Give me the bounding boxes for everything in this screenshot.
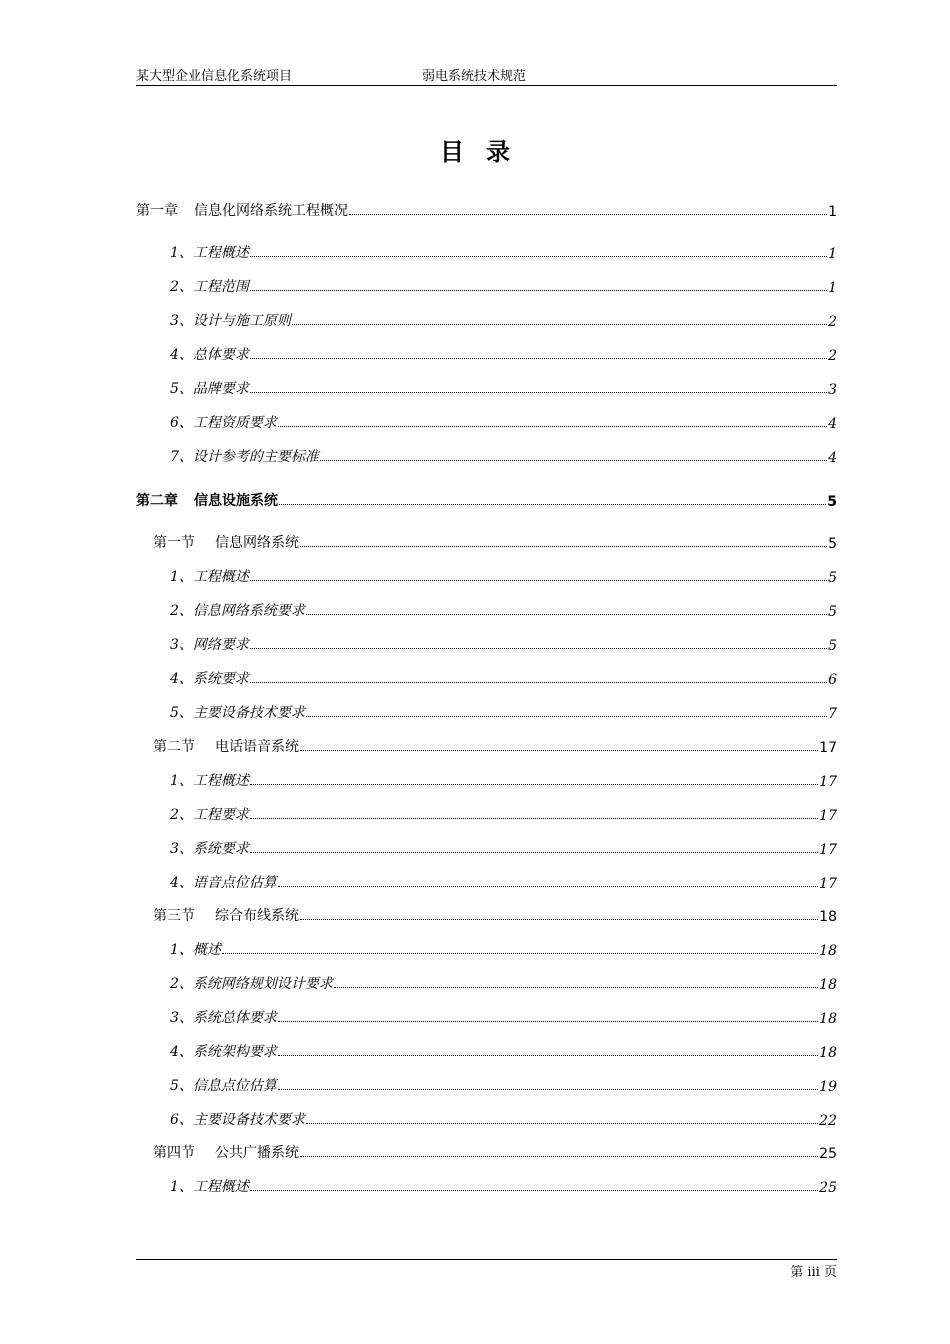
toc-dot-leader: [334, 987, 818, 988]
toc-entry[interactable]: [136, 1039, 837, 1061]
toc-entry-label: [170, 446, 319, 466]
toc-entry-page: 5: [828, 638, 837, 654]
toc-entry-label: [170, 310, 291, 330]
toc-entry[interactable]: [136, 530, 837, 552]
toc-entry[interactable]: [136, 666, 837, 688]
toc-entry-label: [170, 566, 249, 586]
toc-entry-page: 1: [828, 246, 837, 262]
toc-entry-text: 工程概述: [192, 1179, 249, 1195]
toc-entry-number: 第一章: [136, 203, 178, 219]
toc-entry-page: 4: [828, 450, 837, 466]
toc-entry[interactable]: [136, 1073, 837, 1095]
toc-dot-leader: [278, 1021, 818, 1022]
toc-entry[interactable]: [136, 802, 837, 824]
toc-entry[interactable]: [136, 836, 837, 858]
toc-entry[interactable]: [136, 700, 837, 722]
toc-entry-label: [170, 939, 221, 959]
toc-entry-text: 工程资质要求: [192, 415, 277, 431]
toc-entry-label: [170, 242, 249, 262]
toc-entry-text: 信息网络系统要求: [192, 603, 305, 619]
toc-entry-page: 25: [819, 1180, 837, 1196]
toc-entry-number: 3、: [170, 1010, 193, 1026]
toc-entry-number: 5、: [170, 381, 193, 397]
toc-entry[interactable]: [136, 198, 837, 220]
toc-entry-page: 18: [819, 909, 837, 925]
toc-entry-page: 2: [828, 314, 837, 330]
toc-dot-leader: [250, 682, 827, 683]
toc-entry-page: 5: [828, 570, 837, 586]
toc-entry-text: 主要设备技术要求: [192, 705, 305, 721]
toc-entry[interactable]: [136, 410, 837, 432]
toc-entry-label: [153, 532, 299, 552]
toc-entry[interactable]: [136, 598, 837, 620]
toc-entry-text: 信息点位估算: [192, 1078, 277, 1094]
toc-entry[interactable]: [136, 903, 837, 925]
toc-entry-page: 3: [828, 382, 837, 398]
toc-entry[interactable]: [136, 1140, 837, 1162]
toc-entry-page: 18: [819, 1045, 837, 1061]
toc-entry-number: 1、: [170, 1179, 193, 1195]
toc-entry-page: 17: [819, 808, 837, 824]
toc-entry-number: 6、: [170, 415, 193, 431]
toc-entry-text: 信息设施系统: [194, 493, 278, 509]
toc-entry-number: 2、: [170, 976, 193, 992]
toc-entry-number: 4、: [170, 347, 193, 363]
header-document-title: 弱电系统技术规范: [422, 69, 527, 84]
toc-entry-page: 22: [819, 1113, 837, 1129]
toc-entry-number: 5、: [170, 705, 193, 721]
toc-entry-text: 语音点位估算: [192, 875, 277, 891]
toc-entry[interactable]: [136, 768, 837, 790]
toc-entry-page: 17: [819, 774, 837, 790]
toc-entry-label: [170, 804, 249, 824]
toc-entry-number: 2、: [170, 603, 193, 619]
toc-entry-label: [170, 1075, 277, 1095]
toc-entry-page: 5: [828, 604, 837, 620]
toc-entry-label: [170, 872, 277, 892]
toc-entry-number: 第二节: [153, 739, 195, 755]
toc-entry-number: 3、: [170, 313, 193, 329]
toc-dot-leader: [250, 392, 827, 393]
toc-entry-number: 1、: [170, 245, 193, 261]
toc-entry-label: [136, 200, 348, 220]
toc-entry-page: 18: [819, 943, 837, 959]
toc-entry-label: [170, 412, 277, 432]
toc-entry-page: 6: [828, 672, 837, 688]
toc-entry-label: [153, 736, 299, 756]
toc-entry-text: 电话语音系统: [215, 739, 299, 755]
toc-entry[interactable]: [136, 1005, 837, 1027]
toc-entry-text: 系统要求: [192, 841, 249, 857]
toc-entry-page: 18: [819, 1011, 837, 1027]
toc-entry[interactable]: [136, 937, 837, 959]
toc-entry-text: 综合布线系统: [215, 908, 299, 924]
toc-dot-leader: [250, 852, 818, 853]
toc-entry-text: 总体要求: [192, 347, 249, 363]
toc-entry-number: 6、: [170, 1112, 193, 1128]
toc-entry-number: 1、: [170, 773, 193, 789]
toc-entry-number: 4、: [170, 1044, 193, 1060]
toc-dot-leader: [292, 324, 827, 325]
toc-entry-text: 概述: [192, 942, 221, 958]
toc-entry-page: 25: [819, 1146, 837, 1162]
toc-entry-text: 工程范围: [192, 279, 249, 295]
toc-dot-leader: [300, 546, 827, 547]
toc-entry-number: 2、: [170, 807, 193, 823]
toc-entry-label: [170, 668, 249, 688]
toc-entry-text: 信息网络系统: [215, 535, 299, 551]
toc-entry-label: [170, 378, 249, 398]
toc-dot-leader: [278, 1089, 818, 1090]
toc-dot-leader: [250, 784, 818, 785]
toc-entry-text: 设计与施工原则: [192, 313, 291, 329]
toc-entry-page: 1: [828, 204, 837, 220]
toc-entry-text: 网络要求: [192, 637, 249, 653]
toc-entry-text: 品牌要求: [192, 381, 249, 397]
toc-entry[interactable]: [136, 1107, 837, 1129]
toc-dot-leader: [250, 818, 818, 819]
toc-dot-leader: [250, 580, 827, 581]
toc-dot-leader: [250, 290, 827, 291]
toc-entry-text: 设计参考的主要标准: [192, 449, 319, 465]
toc-entry-text: 工程概述: [192, 569, 249, 585]
page-footer: [136, 1259, 837, 1280]
toc-entry-number: 7、: [170, 449, 193, 465]
toc-entry-page: 17: [819, 876, 837, 892]
toc-entry-label: [170, 1109, 305, 1129]
toc-dot-leader: [278, 1055, 818, 1056]
toc-entry-page: 4: [828, 416, 837, 432]
toc-dot-leader: [278, 886, 818, 887]
toc-dot-leader: [222, 953, 818, 954]
toc-entry-page: 18: [819, 977, 837, 993]
toc-dot-leader: [279, 504, 826, 505]
toc-entry-number: 4、: [170, 671, 193, 687]
toc-entry-text: 公共广播系统: [215, 1145, 299, 1161]
toc-dot-leader: [250, 358, 827, 359]
toc-entry-label: [170, 973, 333, 993]
toc-entry-page: 5: [828, 536, 837, 552]
toc-entry-text: 系统要求: [192, 671, 249, 687]
toc-dot-leader: [250, 256, 827, 257]
toc-entry-number: 第四节: [153, 1145, 195, 1161]
toc-entry-label: [170, 702, 305, 722]
header-project-name: 某大型企业信息化系统项目: [136, 69, 293, 84]
toc-entry-text: 系统架构要求: [192, 1044, 277, 1060]
toc-entry-label: [170, 276, 249, 296]
toc-entry-label: [170, 1176, 249, 1196]
toc-entry[interactable]: [136, 308, 837, 330]
toc-entry-label: [170, 634, 249, 654]
toc-dot-leader: [320, 460, 827, 461]
toc-dot-leader: [250, 1190, 818, 1191]
toc-entry-label: [170, 838, 249, 858]
toc-entry[interactable]: [136, 240, 837, 262]
toc-entry[interactable]: [136, 632, 837, 654]
toc-dot-leader: [300, 1156, 818, 1157]
toc-entry[interactable]: [136, 870, 837, 892]
toc-title: 目录: [440, 138, 532, 166]
toc-entry[interactable]: [136, 1174, 837, 1196]
toc-entry-page: 7: [828, 706, 837, 722]
toc-entry-number: 3、: [170, 637, 193, 653]
toc-entry-label: [153, 1142, 299, 1162]
toc-entry-page: 5: [827, 494, 837, 510]
toc-entry[interactable]: [136, 376, 837, 398]
toc-entry-text: 系统网络规划设计要求: [192, 976, 333, 992]
footer-page-number: 第 iii 页: [790, 1265, 837, 1280]
toc-dot-leader: [300, 750, 818, 751]
toc-dot-leader: [349, 214, 827, 215]
toc-entry-number: 第一节: [153, 535, 195, 551]
toc-entry-page: 17: [819, 740, 837, 756]
toc-dot-leader: [250, 648, 827, 649]
toc-entry-number: 4、: [170, 875, 193, 891]
toc-entry[interactable]: [136, 444, 837, 466]
toc-entry-number: 3、: [170, 841, 193, 857]
toc-entry[interactable]: [136, 564, 837, 586]
toc-entry-label: [153, 905, 299, 925]
toc-entry-number: 1、: [170, 942, 193, 958]
toc-dot-leader: [278, 426, 827, 427]
toc-entry-number: 1、: [170, 569, 193, 585]
toc-dot-leader: [300, 919, 818, 920]
toc-entry-label: [170, 344, 249, 364]
toc-entry-page: 17: [819, 842, 837, 858]
toc-entry-page: 2: [828, 348, 837, 364]
page-header: [136, 65, 837, 86]
toc-entry-number: 2、: [170, 279, 193, 295]
toc-entry[interactable]: [136, 274, 837, 296]
toc-entry-text: 系统总体要求: [192, 1010, 277, 1026]
toc-entry-number: 第三节: [153, 908, 195, 924]
toc-entry-label: [170, 770, 249, 790]
toc-entry-page: 1: [828, 280, 837, 296]
toc-entry-label: [170, 600, 305, 620]
toc-entry-number: 第二章: [136, 493, 178, 509]
toc-entry-text: 工程概述: [192, 245, 249, 261]
toc-entry-text: 信息化网络系统工程概况: [194, 203, 348, 219]
toc-entry[interactable]: [136, 488, 837, 510]
toc-entry-label: [170, 1041, 277, 1061]
toc-entry[interactable]: [136, 971, 837, 993]
toc-entry-text: 工程概述: [192, 773, 249, 789]
toc-entry-text: 工程要求: [192, 807, 249, 823]
toc-entry-text: 主要设备技术要求: [192, 1112, 305, 1128]
toc-dot-leader: [306, 1123, 818, 1124]
toc-entry[interactable]: [136, 342, 837, 364]
toc-entry-number: 5、: [170, 1078, 193, 1094]
toc-entry-label: [170, 1007, 277, 1027]
toc-entry-page: 19: [819, 1079, 837, 1095]
toc-dot-leader: [306, 716, 827, 717]
toc-entry-label: [136, 490, 278, 510]
toc-dot-leader: [306, 614, 827, 615]
toc-entry[interactable]: [136, 734, 837, 756]
